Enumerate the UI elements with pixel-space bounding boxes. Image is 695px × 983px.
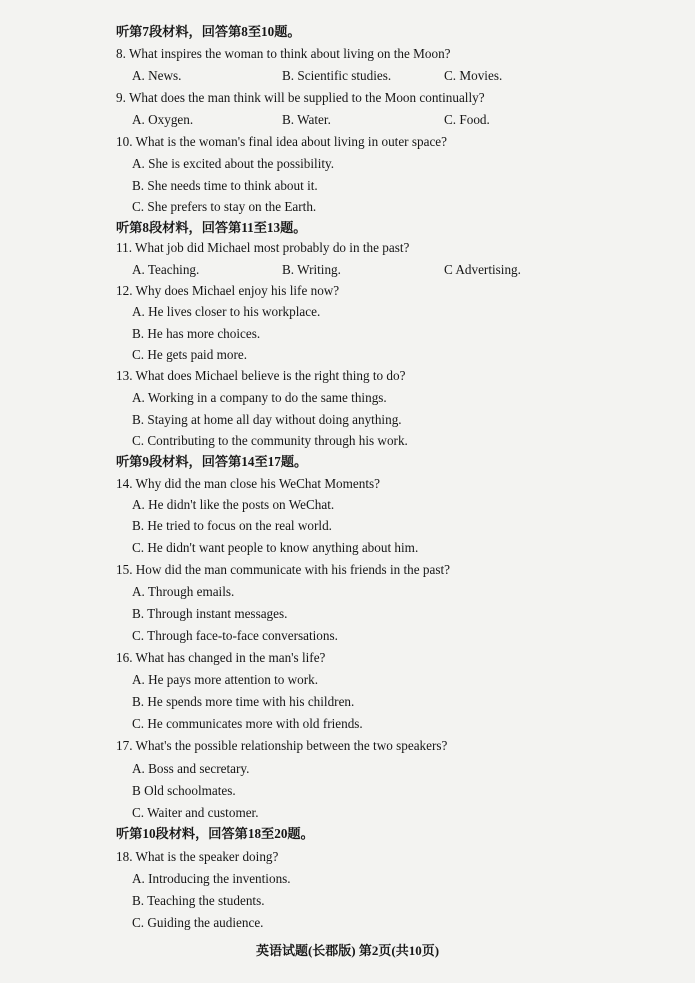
question-8-stem: 8. What inspires the woman to think about living on the Moon?	[116, 46, 451, 61]
question-8-option-a: A. News.	[132, 68, 182, 83]
section-7-heading: 听第7段材料，回答第8至10题。	[116, 24, 301, 39]
question-16-option-a: A. He pays more attention to work.	[132, 672, 319, 687]
question-17-option-b: B Old schoolmates.	[132, 783, 236, 798]
question-13-option-a: A. Working in a company to do the same things.	[132, 390, 387, 405]
question-10-option-a: A. She is excited about the possibility.	[132, 156, 335, 171]
question-18-option-b: B. Teaching the students.	[132, 893, 265, 908]
question-9-stem: 9. What does the man think will be supplied to the Moon continually?	[116, 90, 485, 105]
question-16-option-c: C. He communicates more with old friends.	[132, 716, 363, 731]
question-9-option-c: C. Food.	[444, 112, 490, 127]
question-17-option-c: C. Waiter and customer.	[132, 805, 259, 820]
question-9-option-b: B. Water.	[282, 112, 331, 127]
question-11-option-c: C Advertising.	[444, 262, 521, 277]
question-11-option-b: B. Writing.	[282, 262, 341, 277]
question-8-option-c: C. Movies.	[444, 68, 503, 83]
section-8-heading: 听第8段材料，回答第11至13题。	[116, 220, 307, 235]
question-18-option-a: A. Introducing the inventions.	[132, 871, 291, 886]
question-13-option-c: C. Contributing to the community through his work.	[132, 433, 408, 448]
question-16-option-b: B. He spends more time with his children.	[132, 694, 355, 709]
question-14-option-c: C. He didn't want people to know anything about him.	[132, 540, 419, 555]
question-16-stem: 16. What has changed in the man's life?	[116, 650, 326, 665]
question-10-option-b: B. She needs time to think about it.	[132, 178, 318, 193]
question-11-options	[132, 262, 521, 278]
question-15-stem: 15. How did the man communicate with his friends in the past?	[116, 562, 451, 577]
question-10-option-c: C. She prefers to stay on the Earth.	[132, 199, 317, 214]
question-13-stem: 13. What does Michael believe is the right thing to do?	[116, 368, 406, 383]
section-9-heading: 听第9段材料，回答第14至17题。	[116, 454, 308, 469]
question-14-option-b: B. He tried to focus on the real world.	[132, 518, 332, 533]
question-8-option-b: B. Scientific studies.	[282, 68, 392, 83]
question-17-stem: 17. What's the possible relationship between the two speakers?	[116, 738, 448, 753]
question-13-option-b: B. Staying at home all day without doing anything.	[132, 412, 402, 427]
question-8-options	[132, 68, 502, 84]
question-10-stem: 10. What is the woman's final idea about living in outer space?	[116, 134, 448, 149]
question-12-option-b: B. He has more choices.	[132, 326, 261, 341]
question-15-option-c: C. Through face-to-face conversations.	[132, 628, 338, 643]
page-footer: 英语试题(长郡版) 第2页(共10页)	[255, 943, 440, 958]
question-15-option-b: B. Through instant messages.	[132, 606, 288, 621]
question-9-options	[132, 112, 490, 128]
question-14-option-a: A. He didn't like the posts on WeChat.	[132, 497, 335, 512]
question-18-stem: 18. What is the speaker doing?	[116, 849, 279, 864]
question-14-stem: 14. Why did the man close his WeChat Moments?	[116, 476, 380, 491]
section-10-heading: 听第10段材料，回答第18至20题。	[116, 826, 314, 841]
question-12-option-c: C. He gets paid more.	[132, 347, 247, 362]
question-17-option-a: A. Boss and secretary.	[132, 761, 250, 776]
question-11-option-a: A. Teaching.	[132, 262, 200, 277]
question-12-stem: 12. Why does Michael enjoy his life now?	[116, 283, 340, 298]
question-15-option-a: A. Through emails.	[132, 584, 235, 599]
question-9-option-a: A. Oxygen.	[132, 112, 194, 127]
question-11-stem: 11. What job did Michael most probably do in the past?	[116, 240, 410, 255]
question-12-option-a: A. He lives closer to his workplace.	[132, 304, 321, 319]
question-18-option-c: C. Guiding the audience.	[132, 915, 264, 930]
